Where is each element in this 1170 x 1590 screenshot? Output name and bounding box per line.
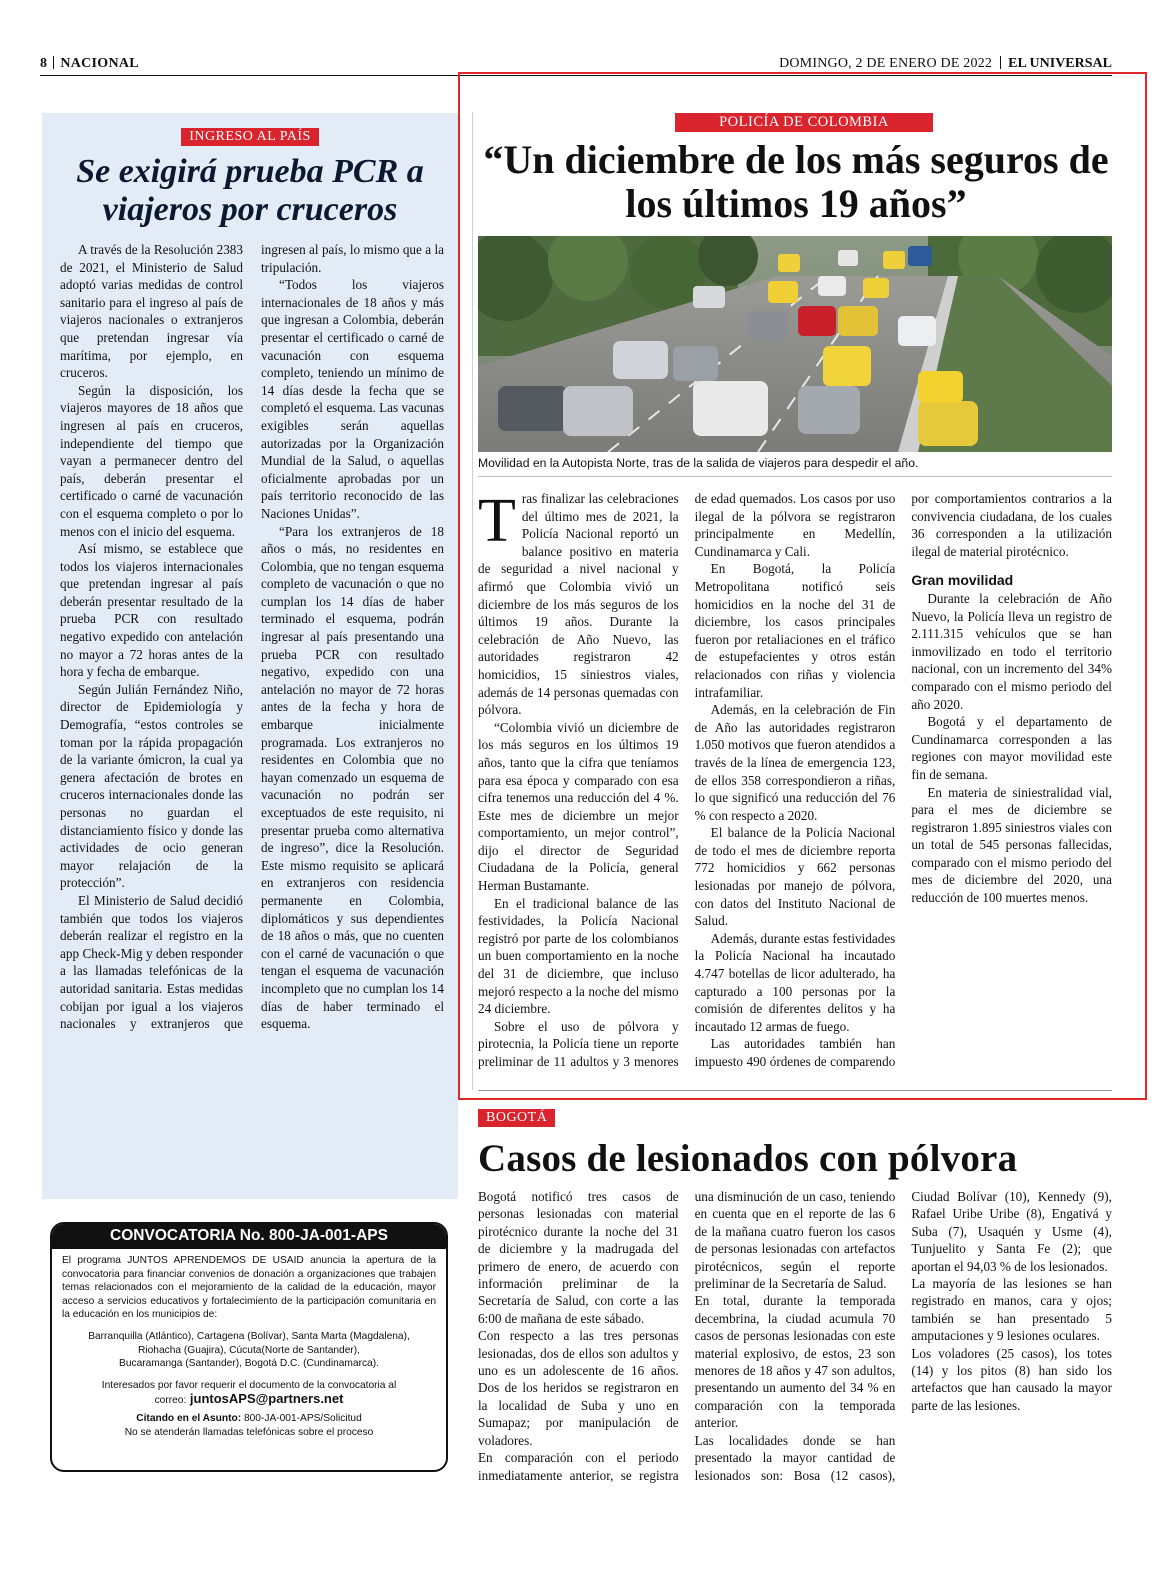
bottom-article-kicker: BOGOTÁ <box>478 1109 555 1127</box>
left-article <box>42 113 458 1199</box>
bottom-paragraph: Con respecto a las tres personas lesionadas, dos de ellos son adultos y uno es un adolescente de 16 años. Dos de los heridos se registraron en la localidad de Suba y uno en Sumapaz; por manipulación de voladores. <box>478 1328 679 1448</box>
main-paragraph: “Colombia vivió un diciembre de los más seguros en los últimos 19 años, tanto que la cifra que teníamos para esa época y comparado con esa cifra tenemos una reducción del 4 %. Este mes de diciembre un mejor comportamiento, un mejor control”, dijo el director de Seguridad Ciudadana de la Policía, general Herman Bustamante. <box>478 719 679 894</box>
ad-cite-label: Citando en el Asunto: <box>136 1412 242 1424</box>
bottom-kicker-wrap <box>478 1108 555 1127</box>
ad-cities <box>62 1330 436 1371</box>
ad-cite <box>62 1412 436 1426</box>
page-header-left <box>40 56 139 72</box>
main-subhead: Gran movilidad <box>911 572 1014 589</box>
main-paragraph: En Bogotá, la Policía Metropolitana notificó seis homicidios en la noche del 31 de diciembre, los casos principales fueron por retaliaciones en el tráfico de estupefacientes y otros están relacionados con riñas y violencia intrafamiliar. <box>694 561 896 700</box>
main-kicker-wrap <box>675 113 933 132</box>
traffic-photo <box>478 236 1112 452</box>
ad-email-link[interactable]: juntosAPS@partners.net <box>189 1391 344 1407</box>
header-divider-right <box>1000 56 1001 69</box>
header-divider <box>53 56 54 69</box>
left-kicker-wrap <box>42 127 458 146</box>
bottom-paragraph: Las localidades donde se han presentado la mayor cantidad de lesionados son: Bosa (12 casos), Ciudad Bolívar (10), Kennedy (9), Rafael Uribe Uribe (8), Engativá y Suba (7), Usaquén y Usme (4), Tunjuelito y Santa Fe (2); que aportan el 94,03 % de los lesionados. <box>694 1189 1112 1483</box>
main-paragraph: Sobre el uso de pólvora y pirotecnia, la Policía tiene un reporte preliminar de 11 adultos y 3 menores de edad quemados. Los casos por uso ilegal de la pólvora se registraron principalmente en Medellín, Cundinamarca y Cali. <box>478 491 896 1069</box>
drop-cap: T <box>478 487 516 555</box>
ad-intro: El programa JUNTOS APRENDEMOS DE USAID anuncia la apertura de la convocatoria para financiar convenios de donación a organizaciones que trabajen temas relacionados con el mejoramiento de la calidad de la educación, mayor acceso a servicios educativos y fortalecimiento de la participación comunitaria en la educación en los municipios de: <box>62 1255 436 1321</box>
lead-text: ras finalizar las celebraciones del último mes de 2021, la Policía Nacional reportó un balance positivo en materia de seguridad a nivel nacional y afirmó que Colombia vivió un diciembre de los más seguros de los últimos 19 años. Durante la celebración de Año Nuevo, las autoridades registraron 42 homicidios, 15 siniestros viales, además de 14 personas quemadas con pólvora. <box>478 491 679 718</box>
main-paragraph: Bogotá y el departamento de Cundinamarca corresponden a las regiones con mayor movilidad este fin de semana. <box>911 714 1112 782</box>
left-article-title: Se exigirá prueba PCR a viajeros por cruceros <box>76 153 424 228</box>
main-article-title: “Un diciembre de los más seguros de los últimos 19 años” <box>483 137 1109 226</box>
left-article-kicker: INGRESO AL PAÍS <box>181 128 319 146</box>
page-number: 8 <box>40 56 48 71</box>
main-paragraph: En materia de siniestralidad vial, para el mes de diciembre se registraron 1.895 siniestros viales con un total de 545 personas fallecidas, comparado con el mismo periodo del mes de diciembre del 2020, una reducción de 100 muertes menos. <box>911 784 1112 906</box>
bottom-paragraph: Bogotá notificó tres casos de personas lesionadas con material pirotécnico durante la noche del 31 de diciembre y la madrugada del primero de enero, de acuerdo con información preliminar de la Secretaría de Salud, con corte a las 6:00 de mañana de este sábado. <box>478 1189 679 1326</box>
left-paragraph: “Todos los viajeros internacionales de 18 años y más que ingresan a Colombia, deberán presentar el certificado o carné de vacunación con esquema completo, teniendo un mínimo de 14 días desde la fecha que se completó el esquema. Las vacunas exigibles serán aquellas autorizadas por la Organización Mundial de la Salud, o aquellas oficialmente aprobadas por un país territorio reconocido de las Naciones Unidas”. <box>261 277 444 521</box>
ad-mail-line <box>62 1392 436 1408</box>
ad-info: Interesados por favor requerir el documento de la convocatoria al <box>101 1379 397 1391</box>
main-paragraph: En el tradicional balance de las festividades, la Policía Nacional registró por parte de los colombianos un buen comportamiento en la noche del 31 de diciembre, que incluso mejoró respecto a la noche del mismo 24 diciembre. <box>478 895 679 1017</box>
newspaper-name: EL UNIVERSAL <box>1008 56 1112 71</box>
section-rule <box>478 1090 1112 1091</box>
ad-title: CONVOCATORIA No. 800-JA-001-APS <box>52 1224 446 1249</box>
bottom-paragraph: En total, durante la temporada decembrina, la ciudad acumula 70 casos de personas lesionadas con este material explosivo, de estos, 23 son menores de 18 años y 47 son adultos, presentando un aumento del 34 % en comparación con la temporada anterior. <box>694 1293 896 1431</box>
bottom-paragraph: En comparación con el periodo inmediatamente anterior, se registra una disminución de un caso, teniendo en cuenta que en el reporte de las 6 de la mañana cuatro fueron los casos de personas lesionadas con artefactos pirotécnicos, según el reporte preliminar de la Secretaría de Salud. <box>478 1189 896 1483</box>
ad-mail-prefix: correo: <box>154 1395 187 1407</box>
ad-body <box>52 1249 446 1439</box>
bottom-article-body <box>478 1188 1112 1492</box>
main-article-kicker: POLICÍA DE COLOMBIA <box>675 113 933 132</box>
ad-city-line: Bucaramanga (Santander), Bogotá D.C. (Cundinamarca). <box>119 1358 379 1370</box>
left-paragraph: Así mismo, se establece que todos los viajeros internacionales que pretendan ingresar al país deberán presentar resultado de la prueba PCR con resultado negativo expedido con antelación no mayor a 72 horas antes de la hora y fecha de embarque. <box>60 541 243 680</box>
left-paragraph: “Para los extranjeros de 18 años o más, no residentes en Colombia, que no tengan esquema completo de vacunación o que no cumplan los 14 días de haber terminado el esquema, podrán ingresar al país presentando una prueba PCR con resultado negativo, expedido con una antelación no mayor de 72 horas antes de la fecha y hora de embarque inicialmente programada. Los extranjeros no residentes en Colombia que no hayan comenzado un esquema de vacunación no podrán ser exceptuados de este requisito, ni presentar prueba como alternativa de ingreso”, dice la Resolución. Este mismo requisito se aplicará en extranjeros con residencia permanente en Colombia, diplomáticos y sus dependientes de 18 años o más, que no cuenten con el carné de vacunación o que tengan el esquema de vacunación incompleto que no cumplan los 14 días de haber terminado el esquema. <box>261 523 444 1032</box>
section-name: NACIONAL <box>60 56 139 71</box>
page-header-right <box>779 56 1112 72</box>
main-lead-paragraph <box>478 487 679 719</box>
ad-city-line: Riohacha (Guajira), Cúcuta(Norte de Santander), <box>138 1344 360 1356</box>
caption-rule <box>478 476 1112 477</box>
bottom-paragraph: Los voladores (25 casos), los totes (14) y los pitos (8) han sido los artefactos que han causado la mayor parte de las lesiones. <box>911 1345 1112 1413</box>
left-article-body <box>60 241 444 1033</box>
ad-note: No se atenderán llamadas telefónicas sobre el proceso <box>124 1426 374 1438</box>
left-paragraph: A través de la Resolución 2383 de 2021, el Ministerio de Salud adoptó varias medidas de control sanitario para el ingreso al país de viajeros nacionales o extranjeros que pretendan ingresar vía marítima, por ejemplo, en cruceros. <box>60 242 243 381</box>
bottom-article-title: Casos de lesionados con pólvora <box>478 1137 1018 1180</box>
photo-caption: Movilidad en la Autopista Norte, tras de la salida de viajeros para despedir el año. <box>478 456 919 470</box>
column-divider <box>472 112 473 1090</box>
ad-city-line: Barranquilla (Atlántico), Cartagena (Bolívar), Santa Marta (Magdalena), <box>88 1330 410 1342</box>
main-paragraph: Las autoridades también han impuesto 490 órdenes de comparendo por comportamientos contrarios a la convivencia ciudadana, de los cuales 36 corresponden a la utilización ilegal de material pirotécnico. <box>694 491 1112 1069</box>
convocatoria-ad <box>50 1222 448 1472</box>
main-paragraph: El balance de la Policía Nacional de todo el mes de diciembre reporta 772 homicidios y 662 personas lesionadas por manejo de pólvora, con datos del Instituto Nacional de Salud. <box>694 825 896 929</box>
main-paragraph: Además, en la celebración de Fin de Año las autoridades registraron 1.050 motivos que fueron atendidos a través de la línea de emergencia 123, de ellos 358 correspondieron a riñas, lo que significó una reducción del 76 % con respecto a 2020. <box>694 702 896 823</box>
left-paragraph: Según Julián Fernández Niño, director de Epidemiología y Demografía, “estos controles se toman por la rápida propagación de la variante ómicron, la cual ya genera afectación de brotes en cruceros internacionales donde las personas no guardan el distanciamiento físico y donde las actividades de ocio generan mayor relajación de la protección”. <box>60 681 243 891</box>
left-paragraph: Según la disposición, los viajeros mayores de 18 años que ingresen al país en cruceros, independiente del tiempo que vayan a permanecer dentro del país, deberán presentar el certificado o carné de vacunación con el esquema completo o por lo menos con el inicio del esquema. <box>60 382 243 539</box>
ad-cite-value: 800-JA-001-APS/Solicitud <box>243 1412 362 1424</box>
issue-date: DOMINGO, 2 DE ENERO DE 2022 <box>779 56 993 71</box>
main-article-body <box>478 487 1112 1080</box>
main-paragraph: Durante la celebración de Año Nuevo, la Policía lleva un registro de 2.111.315 vehículos que se han inmovilizado en todo el territorio nacional, con un incremento del 34% comparado con el mismo periodo del año 2020. <box>911 590 1112 712</box>
left-paragraph: El Ministerio de Salud decidió también que todos los viajeros deberán realizar el registro en la app Check-Mig y deben responder a las llamadas telefónicas de la autoridad sanitaria. Estas medidas cobijan por igual a los viajeros nacionales y extranjeros que ingresen al país, lo mismo que a la tripulación. <box>60 242 444 1032</box>
main-paragraph: Además, durante estas festividades la Policía Nacional ha incautado 4.747 botellas de licor adulterado, ha capturado a 100 personas por la comisión de diferentes delitos y ha incautado 12 armas de fuego. <box>694 930 896 1034</box>
highway-traffic-image <box>478 236 1112 452</box>
bottom-paragraph: La mayoría de las lesiones se han registrado en manos, cara y ojos; también se han presentado 5 amputaciones y 9 lesiones oculares. <box>911 1276 1112 1344</box>
